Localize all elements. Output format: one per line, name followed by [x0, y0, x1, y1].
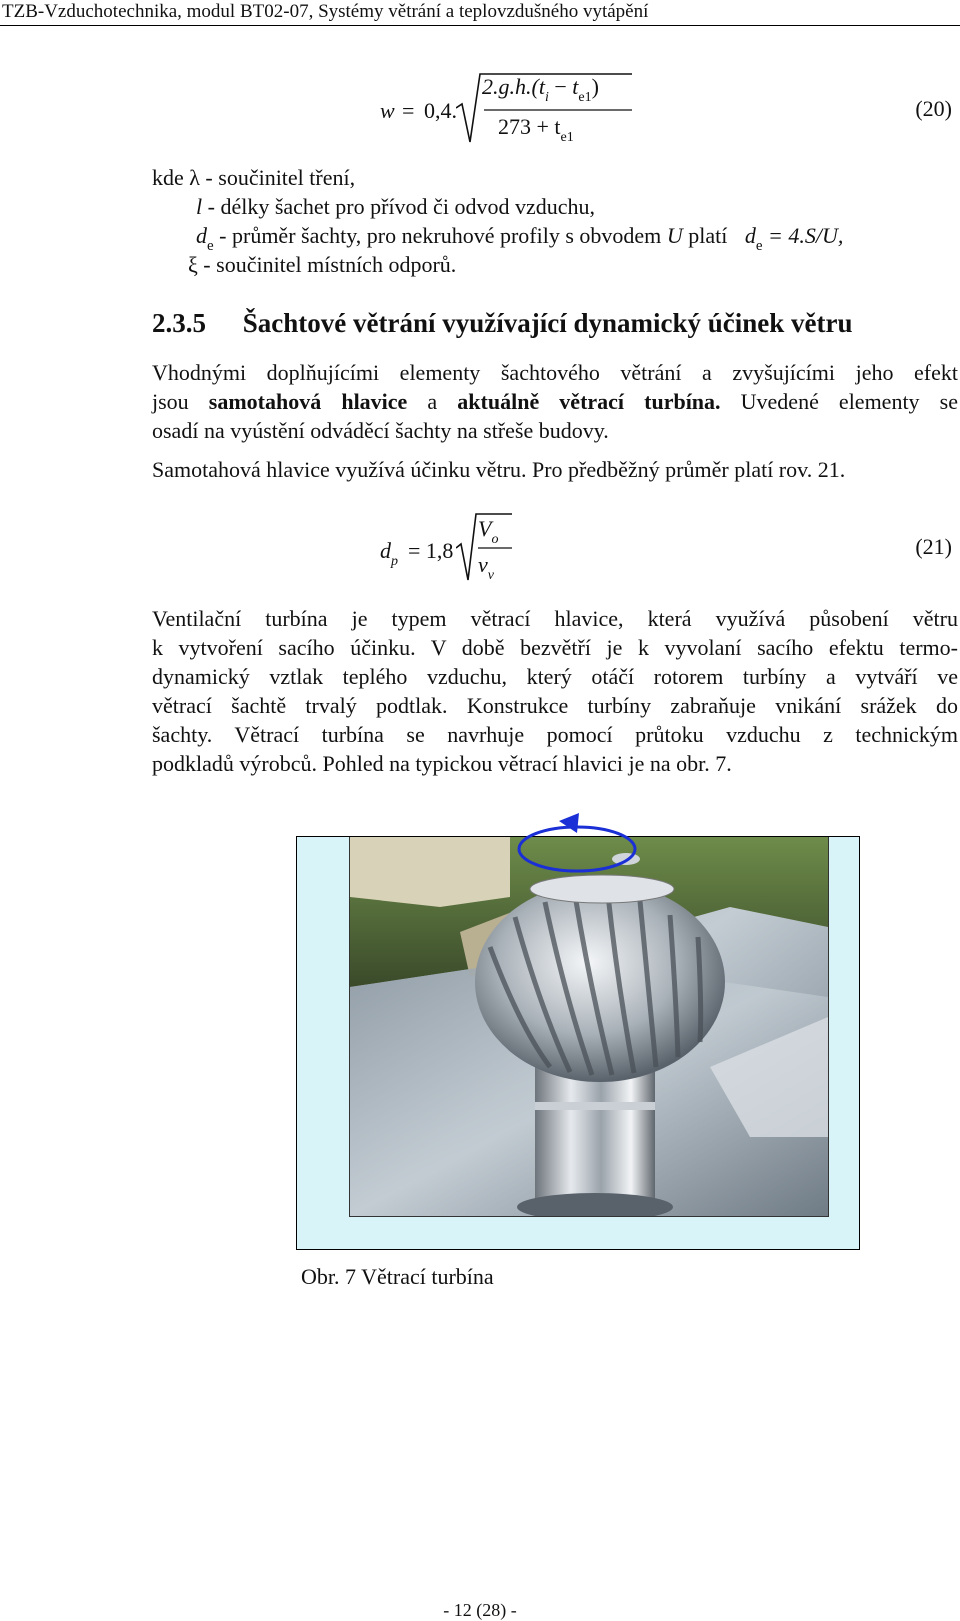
para3-line2: k vytvoření sacího účinku. V době bezvětří je k vyvolaní sacího efektu termo- [152, 635, 958, 660]
para3-line3: dynamický vztlak teplého vzduchu, který otáčí rotorem turbíny a vytváří ve [152, 664, 958, 689]
eq21-denominator: $v_v$ [478, 552, 494, 583]
equation-21-number: (21) [915, 534, 952, 559]
para1-line1: Vhodnými doplňujícími elementy šachtového větrání a zvyšujícími jeho efekt [152, 360, 958, 385]
section-title: Šachtové větrání využívající dynamický účinek větru [242, 308, 853, 338]
para3-line1: Ventilační turbína je typem větrací hlavice, která využívá působení větru [152, 606, 958, 631]
eq20-eq-sign: = [402, 98, 415, 123]
figure-frame [296, 836, 860, 1250]
eq21-lhs: $d_p$ [380, 538, 398, 569]
equation-21 [380, 510, 530, 590]
page-header: TZB-Vzduchotechnika, modul BT02-07, Systémy větrání a teplovzdušného vytápění [0, 0, 960, 26]
section-heading [152, 308, 852, 339]
para3-line4: větrací šachtě trvalý podtlak. Konstrukce turbíny zabraňuje vnikání srážek do [152, 693, 958, 718]
turbine-photo [349, 837, 829, 1217]
rotation-arrow-icon [515, 809, 645, 879]
eq20-denominator: $273 + t_{e1}$ [498, 114, 574, 145]
eq21-rhs: = 1,8 [408, 538, 454, 563]
para3-line6: podkladů výrobců. Pohled na typickou větrací hlavici je na obr. 7. [152, 751, 732, 776]
definition-xi: ξ - součinitel místních odporů. [188, 252, 457, 277]
section-number: 2.3.5 [152, 308, 206, 338]
page-number: - 12 (28) - [443, 1600, 517, 1620]
para1-line3: osadí na vyústění odváděcí šachty na střeše budovy. [152, 418, 609, 443]
equation-20 [380, 70, 640, 150]
definition-length: l - délky šachet pro přívod či odvod vzduchu, [196, 194, 595, 219]
para1-line2: jsou samotahová hlavice a aktuálně větrací turbína. Uvedené elementy se [152, 389, 958, 414]
para2: Samotahová hlavice využívá účinku větru. Pro předběžný průměr platí rov. 21. [152, 457, 846, 482]
equation-20-number: (20) [915, 96, 952, 121]
figure-caption: Obr. 7 Větrací turbína [301, 1264, 494, 1289]
eq20-coefficient: 0,4. [424, 98, 457, 123]
eq21-numerator: $V_o$ [478, 516, 499, 547]
definition-diameter: $d_e$ - průměr šachty, pro nekruhové profily s obvodem U platí $d_e = 4.S/U$, [196, 223, 844, 254]
definition-lambda: kde λ - součinitel tření, [152, 165, 356, 190]
eq20-numerator: $2.g.h.(t_i - t_{e1})$ [482, 74, 599, 105]
para3-line5: šachty. Větrací turbína se navrhuje pomocí průtoku vzduchu z technickým [152, 722, 958, 747]
eq20-lhs: w [380, 98, 395, 123]
